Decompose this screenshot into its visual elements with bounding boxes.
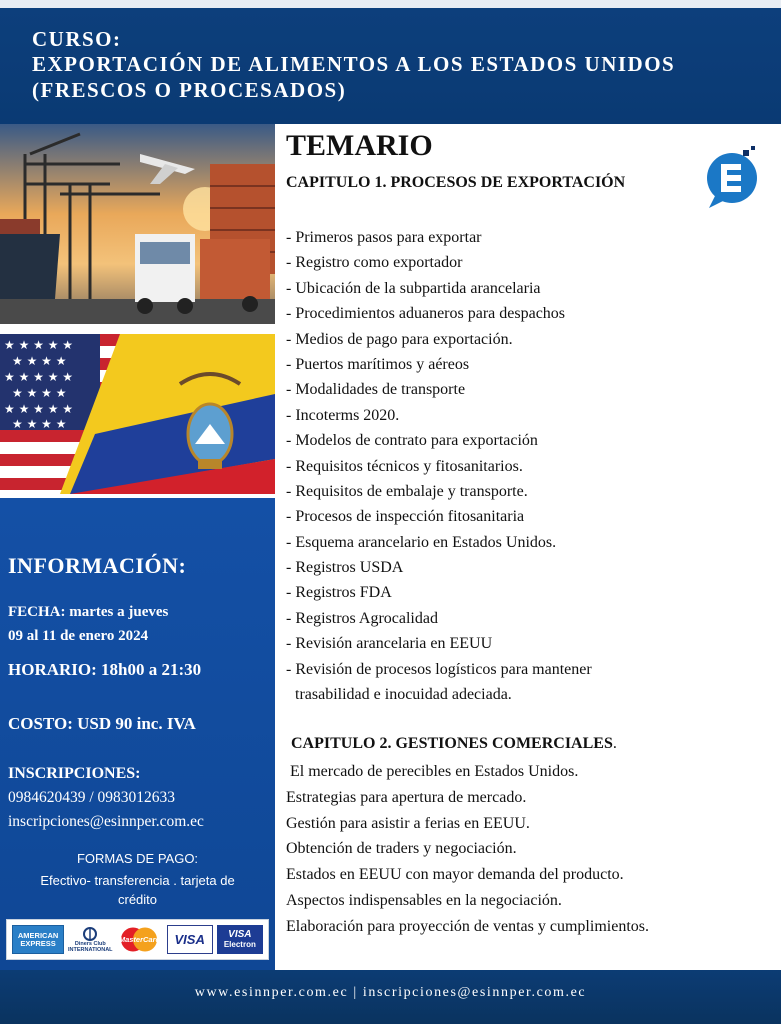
svg-text:★ ★ ★ ★: ★ ★ ★ ★ [12,386,67,400]
date-days: FECHA: martes a jueves [8,604,169,620]
chapter-1-topics [286,225,776,707]
chapter-1-topic: - Registros Agrocalidad [286,609,438,627]
course-title: EXPORTACIÓN DE ALIMENTOS A LOS ESTADOS UNIDOS [32,52,676,76]
payment-methods-title: FORMAS DE PAGO: [76,851,199,866]
amex-text-2: EXPRESS [20,938,56,948]
chapter-1-topic: - Registros USDA [286,559,404,577]
chapter-1-topic: - Esquema arancelario en Estados Unidos. [286,533,557,551]
chapter-1-topic: - Medios de pago para exportación. [286,330,513,348]
visa-electron-logo [217,925,263,954]
logistics-illustration [0,124,275,324]
chapter-1-topic: - Modalidades de transporte [286,381,466,399]
schedule: HORARIO: 18h00 a 21:30 [8,660,202,679]
svg-text:★ ★ ★ ★: ★ ★ ★ ★ [12,354,67,368]
chapter-1-title: CAPITULO 1. PROCESOS DE EXPORTACIÓN [286,174,626,191]
esinnper-logo-icon [703,144,761,210]
phone-numbers[interactable]: 0984620439 / 0983012633 [8,789,176,806]
chapter-1-topic: - Procesos de inspección fitosanitaria [286,508,525,526]
visa-text: VISA [174,932,205,947]
course-label: CURSO: [32,27,122,51]
chapter-1-topic: - Ubicación de la subpartida arancelaria [286,279,541,297]
chapter-1-topic: - Revisión de procesos logísticos para mantener [286,660,592,678]
mastercard-logo [116,925,162,954]
footer [0,970,781,1024]
chapter-1-topic: - Registro como exportador [286,254,463,272]
chapter-2-title-text: CAPITULO 2. GESTIONES COMERCIALES [291,735,613,752]
amex-logo [12,925,64,954]
chapter-1-topic: - Procedimientos aduaneros para despachos [286,305,566,323]
diners-logo [68,925,112,954]
diners-text-1: Diners Club [74,940,106,947]
amex-text-1: AMERICAN [17,930,59,940]
course-subtitle: (FRESCOS O PROCESADOS) [32,78,347,102]
chapter-1-topic: - Requisitos técnicos y fitosanitarios. [286,457,523,475]
chapter-2-topic: Aspectos indispensables en la negociación. [286,891,562,909]
chapter-2-title [291,735,617,753]
visa-logo [167,925,213,954]
svg-text:★ ★ ★ ★ ★: ★ ★ ★ ★ ★ [4,338,74,352]
mastercard-text: MasterCard [118,935,161,944]
chapter-1-topic: - Registros FDA [286,584,392,602]
payment-cards [6,919,269,960]
chapter-1-topic: - Puertos marítimos y aéreos [286,355,470,373]
syllabus-title: TEMARIO [286,129,433,162]
chapter-1-topic: - Modelos de contrato para exportación [286,432,538,450]
info-title: INFORMACIÓN: [8,553,187,578]
visa-electron-text-2: Electron [223,939,256,949]
diners-text-2: INTERNATIONAL [68,946,113,953]
flags-image [0,334,275,494]
chapter-2-title-dot: . [612,735,617,752]
svg-text:★ ★ ★ ★ ★: ★ ★ ★ ★ ★ [4,370,74,384]
chapter-2-topic: Estrategias para apertura de mercado. [286,788,527,806]
chapter-1-topic: - Primeros pasos para exportar [286,229,482,246]
chapter-2-topic: Gestión para asistir a ferias en EEUU. [286,814,530,832]
syllabus-column [275,124,781,970]
top-strip [0,0,781,8]
cost: COSTO: USD 90 inc. IVA [8,714,196,733]
chapter-2-topic: Elaboración para proyección de ventas y cumplimientos. [286,917,649,935]
info-panel [0,498,275,970]
chapter-1-topic: - Incoterms 2020. [286,406,400,424]
date-range: 09 al 11 de enero 2024 [8,628,149,644]
chapter-2-topic: Estados en EEUU con mayor demanda del producto. [286,866,624,884]
chapter-1-topic: - Requisitos de embalaje y transporte. [286,482,528,500]
chapter-2-topic: El mercado de perecibles en Estados Unidos. [290,763,579,780]
svg-text:★ ★ ★ ★: ★ ★ ★ ★ [12,417,67,431]
chapter-2-topics [286,759,776,940]
visa-electron-text-1: VISA [228,928,252,940]
svg-text:★ ★ ★ ★ ★: ★ ★ ★ ★ ★ [4,402,74,416]
chapter-1-topic: - Revisión arancelaria en EEUU [286,635,493,653]
usa-ecuador-flags [0,334,275,494]
course-header [0,8,781,124]
registration-email[interactable]: inscripciones@esinnper.com.ec [8,813,204,830]
payment-methods-text: Efectivo- transferencia . tarjeta de crédito [40,873,235,907]
registrations-label: INSCRIPCIONES: [8,765,141,782]
diners-icon [82,927,98,941]
chapter-1-topic-continuation: trasabilidad e inocuidad adeciada. [295,686,512,704]
left-column [0,124,275,970]
footer-contact[interactable]: www.esinnper.com.ec | inscripciones@esinnper.com.ec [194,985,587,1000]
chapter-2-topic: Obtención de traders y negociación. [286,840,517,858]
logistics-photo [0,124,275,324]
